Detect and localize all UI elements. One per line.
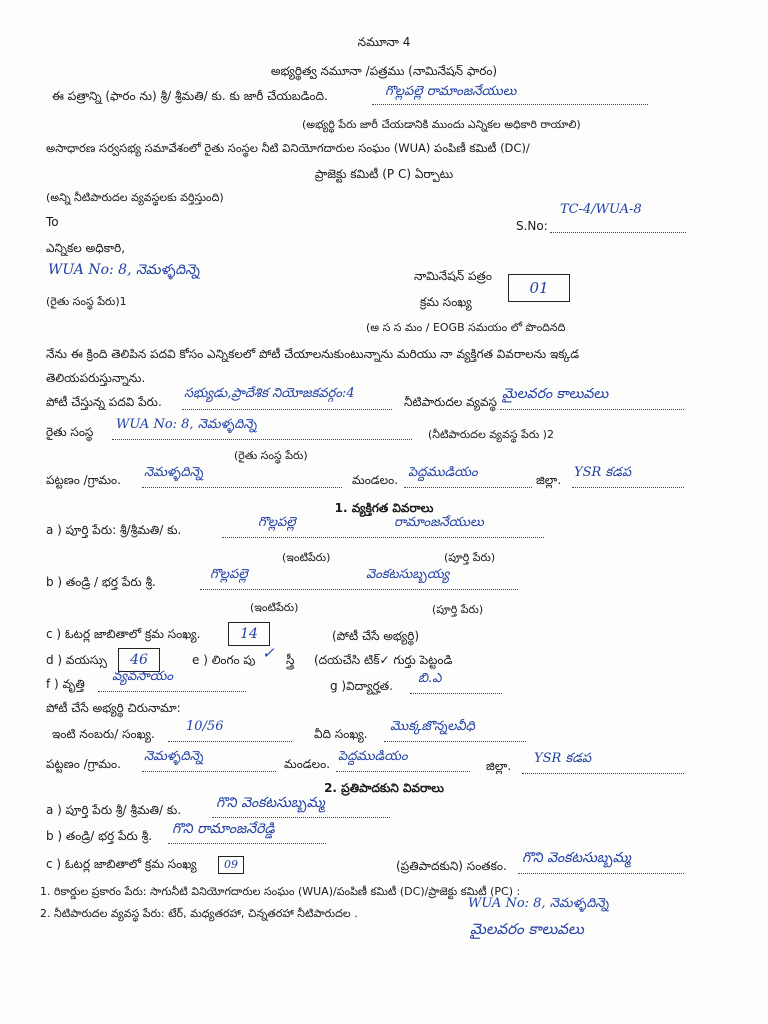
candidate-address-heading: పోటీ చేసే అభ్యర్థి చిరునామా: xyxy=(46,701,181,715)
form-title: అభ్యర్థిత్వ నమూనా /పత్రము (నామినేషన్ ఫారం) xyxy=(270,64,498,78)
proposer-name-dots xyxy=(212,817,390,818)
proposer-name-value: గొని వెంకటసుబ్బమ్మ xyxy=(216,795,325,811)
farmer-org-note: (రైతు సంస్థ పేరు) xyxy=(234,449,308,462)
voter-serial-note: (పోటీ చేసే అభ్యర్థి) xyxy=(332,629,420,643)
post-dots xyxy=(182,409,392,410)
full-name-dots xyxy=(222,537,544,538)
education-label: g )విద్యార్హత. xyxy=(330,679,393,693)
sno-dots xyxy=(550,232,686,233)
candidate-mandal-value: పెద్దముడియం xyxy=(338,749,408,764)
proposer-details-heading: 2. ప్రతిపాదకుని వివరాలు xyxy=(324,781,444,795)
full-name-surname-note: (ఇంటిపేరు) xyxy=(282,551,331,564)
footnote-org-value: WUA No: 8, నెమళ్ళదిన్నె xyxy=(468,896,609,911)
proposer-name-label: a ) పూర్తి పేరు శ్రీ/ శ్రీమతి/ కు. xyxy=(46,803,182,817)
candidate-town-value: నెమళ్ళదిన్నె xyxy=(144,749,204,764)
issued-to-dots xyxy=(372,104,648,105)
footnote-1: 1. రికార్డుల ప్రకారం పేరు: సాగునీటి వినియోగదారుల సంఘం (WUA)/పంపిణీ కమిటీ (DC)/ప్రాజెక్టు కమిటీ (PC) : xyxy=(40,885,521,898)
father-name-surname: గొల్లపల్లె xyxy=(210,567,248,582)
district-dots xyxy=(572,487,684,488)
full-name-surname: గొల్లపల్లె xyxy=(258,515,296,530)
nomination-number-box xyxy=(508,274,570,302)
candidate-town-label: పట్టణం /గ్రామం. xyxy=(46,757,121,771)
farmer-org-value: WUA No: 8, నెమళ్ళదిన్నె xyxy=(116,417,257,432)
mandal-value: పెద్దముడియం xyxy=(408,465,478,480)
gender-label: e ) లింగం పు xyxy=(192,653,256,667)
street-label: వీది సంఖ్య. xyxy=(314,727,368,741)
candidate-district-dots xyxy=(522,773,684,774)
irrigation-name-note: (నీటిపారుదల వ్యవస్థ పేరు )2 xyxy=(428,428,554,441)
intro-line-4: (అన్ని నీటిపారుదల వ్యవస్థలకు వర్తిస్తుంది) xyxy=(46,191,224,204)
full-name-given: రామాంజనేయులు xyxy=(394,515,484,530)
voter-serial-value: 14 xyxy=(240,626,258,642)
proposer-signature: గొని వెంకటసుబ్బమ్మ xyxy=(522,850,631,866)
gender-note: (దయచేసి టిక్✓ గుర్తు పెట్టండి xyxy=(314,653,453,667)
proposer-voter-serial-label: c ) ఓటర్ల జాబితాలో క్రమ సంఖ్య xyxy=(46,857,197,871)
issued-to-name: గొల్లపల్లె రామాంజనేయులు xyxy=(385,84,517,99)
town-dots xyxy=(142,487,342,488)
declaration-line-1: నేను ఈ క్రింది తెలిపిన పదవి కోసం ఎన్నికలలో పోటీ చేయాలనుకుంటున్నాను మరియు నా వ్యక్తిగత వివరాలను ఇక్కడ xyxy=(46,347,580,361)
father-name-label: b ) తండ్రి / భర్త పేరు శ్రీ. xyxy=(46,575,156,589)
nomination-number: 01 xyxy=(529,279,549,297)
proposer-voter-serial-box xyxy=(218,856,244,874)
farmer-org-field-label: రైతు సంస్థ xyxy=(46,425,94,439)
candidate-mandal-dots xyxy=(336,771,470,772)
declaration-line-2: తెలియపరుస్తున్నాను. xyxy=(46,371,146,385)
father-name-given: వెంకటసుబ్బయ్య xyxy=(366,567,450,582)
serial-number-label: క్రమ సంఖ్య xyxy=(420,295,472,309)
post-value: సభ్యుడు,ప్రాదేశిక నియోజకవర్గం:4 xyxy=(184,386,355,401)
street-dots xyxy=(384,741,526,742)
mandal-label: మండలం. xyxy=(352,473,399,487)
form-number: నమూనా 4 xyxy=(357,35,411,49)
district-value: YSR కడప xyxy=(574,465,632,480)
father-surname-note: (ఇంటిపేరు) xyxy=(250,601,299,614)
house-number-label: ఇంటి నంబరు/ సంఖ్య. xyxy=(52,727,155,741)
father-given-note: (పూర్తి పేరు) xyxy=(432,603,484,616)
intro-line-2: అసాధారణ సర్వసభ్య సమావేశంలో రైతు సంస్థల నీటి వినియోగదారుల సంఘం (WUA) పంపిణీ కమిటీ (DC)/ xyxy=(46,141,530,155)
to-label: To xyxy=(46,215,59,229)
issued-to-label: ఈ పత్రాన్ని (ఫారం ను) శ్రీ/ శ్రీమతి/ కు. కు జారీ చేయబడింది. xyxy=(52,89,328,103)
education-value: బి.ఎ xyxy=(418,671,442,686)
occupation-value: వ్యవసాయం xyxy=(112,669,174,684)
town-label: పట్టణం /గ్రామం. xyxy=(46,473,121,487)
irrigation-system-dots xyxy=(500,409,684,410)
election-officer-label: ఎన్నికల అధికారి, xyxy=(46,241,126,255)
candidate-district-value: YSR కడప xyxy=(534,751,592,766)
farmer-org-dots xyxy=(112,439,412,440)
house-number-value: 10/56 xyxy=(186,719,224,734)
footnote-irrigation-value: మైలవరం కాలువలు xyxy=(470,920,584,938)
proposer-father-dots xyxy=(168,843,326,844)
voter-serial-box xyxy=(228,622,270,646)
intro-line-3: ప్రాజెక్టు కమిటీ (P C) ఏర్పాటు xyxy=(314,167,454,181)
irrigation-system-label: నీటిపారుదల వ్యవస్థ xyxy=(404,395,497,409)
nomination-note: (అ స స మం / EOGB సమయం లో పొందినది xyxy=(366,321,566,334)
house-number-dots xyxy=(168,741,292,742)
election-officer-org: WUA No: 8, నెమళ్ళదిన్నె xyxy=(48,262,200,278)
town-value: నెమళ్ళదిన్నె xyxy=(144,465,204,480)
gender-tick-icon: ✓ xyxy=(262,644,275,662)
footnote-2: 2. నీటిపారుదల వ్యవస్థ పేరు: టేర్, మధ్యతరహా, చిన్నతరహా నీటిపారుదల . xyxy=(40,907,358,920)
candidate-town-dots xyxy=(142,771,276,772)
nomination-paper-label: నామినేషన్ పత్రం xyxy=(414,269,492,283)
post-label: పోటీ చేస్తున్న పదవి పేరు. xyxy=(46,395,162,409)
personal-details-heading: 1. వ్యక్తిగత వివరాలు xyxy=(334,501,434,515)
proposer-father-label: b ) తండ్రి/ భర్త పేరు శ్రీ. xyxy=(46,829,153,843)
age-label: d ) వయస్సు xyxy=(46,653,107,667)
street-value: మొక్కజొన్నలవీధి xyxy=(390,719,475,734)
proposer-signature-dots xyxy=(518,873,684,874)
voter-serial-label: c ) ఓటర్ల జాబితాలో క్రమ సంఖ్య. xyxy=(46,627,201,641)
farmer-org-label: (రైతు సంస్థ పేరు)1 xyxy=(46,295,127,308)
education-dots xyxy=(410,693,502,694)
mandal-dots xyxy=(404,487,532,488)
candidate-district-label: జిల్లా. xyxy=(486,759,512,773)
district-label: జిల్లా. xyxy=(536,473,562,487)
age-value: 46 xyxy=(130,652,148,668)
full-name-given-note: (పూర్తి పేరు) xyxy=(444,551,496,564)
sno-label: S.No: xyxy=(516,219,548,233)
proposer-signature-label: (ప్రతిపాదకుని) సంతకం. xyxy=(396,859,507,873)
issued-to-note: (అభ్యర్థి పేరు జారీ చేయడానికి ముందు ఎన్నికల అధికారి రాయాలి) xyxy=(302,118,581,131)
irrigation-system-value: మైలవరం కాలువలు xyxy=(502,386,609,402)
proposer-voter-serial-value: 09 xyxy=(224,858,238,871)
candidate-mandal-label: మండలం. xyxy=(284,757,331,771)
proposer-father-value: గొని రామాంజనేరెడ్డి xyxy=(172,821,275,837)
full-name-label: a ) పూర్తి పేరు: శ్రీ/శ్రీమతి/ కు. xyxy=(46,523,182,537)
sno-value: TC-4/WUA-8 xyxy=(560,202,642,217)
gender-female: స్త్రీ xyxy=(286,653,295,667)
father-name-dots xyxy=(200,589,518,590)
occupation-label: f ) వృత్తి xyxy=(46,677,85,691)
occupation-dots xyxy=(98,691,246,692)
